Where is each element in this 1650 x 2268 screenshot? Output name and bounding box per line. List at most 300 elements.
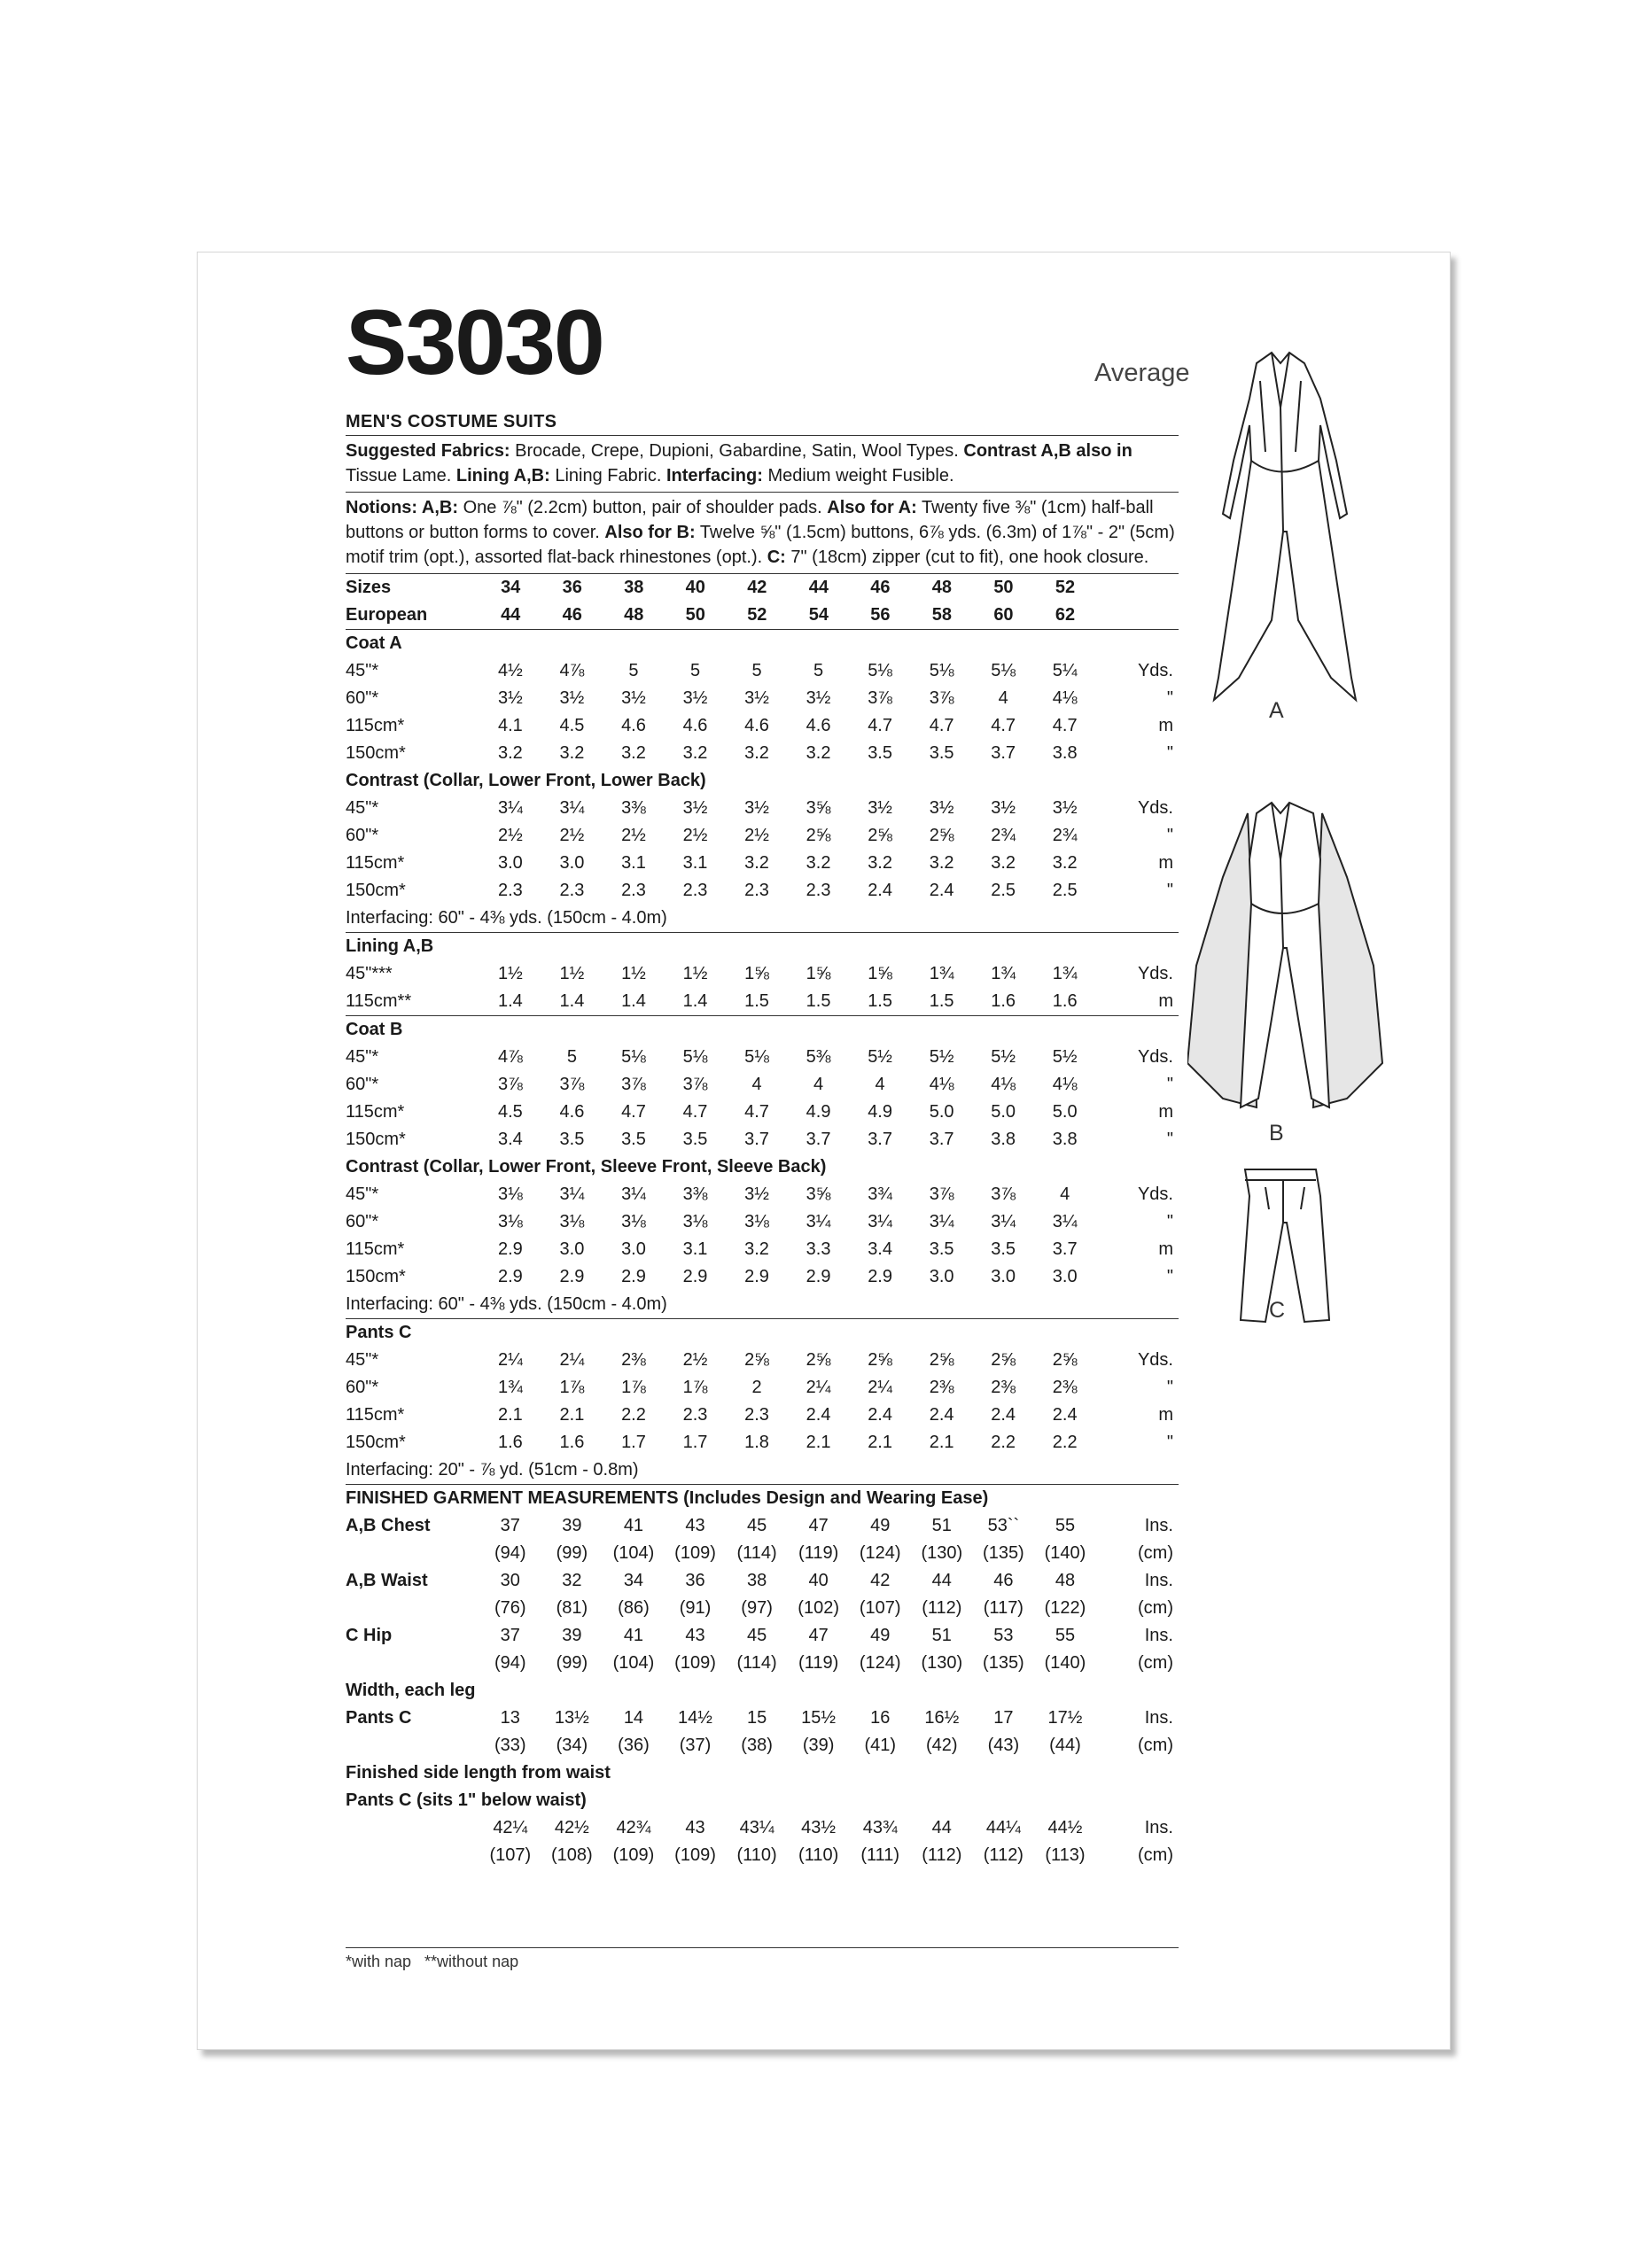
cell-value: 2½	[682, 826, 708, 845]
cell-value: 2.1	[929, 1433, 954, 1452]
cell-value: 2.9	[498, 1267, 523, 1286]
cell-value: 2.3	[744, 881, 769, 900]
cell-value: 1.4	[621, 991, 646, 1011]
cell-value: 32	[562, 1571, 582, 1590]
cell-value: 43	[685, 1818, 705, 1837]
cell-value: 3.5	[868, 743, 892, 763]
cell-value: 1⅞	[682, 1378, 708, 1397]
cell-value: 3.7	[744, 1130, 769, 1149]
cell-value: 48	[624, 605, 644, 625]
cell-value: 5½	[1052, 1047, 1078, 1067]
cell-value: 2⅜	[991, 1378, 1016, 1397]
cell-value: 38	[624, 578, 644, 597]
cell-value: 5⅜	[806, 1047, 831, 1067]
cell-value: 4.7	[868, 716, 892, 735]
cell-value: 3.2	[991, 853, 1016, 873]
cell-value: 62	[1055, 605, 1076, 625]
yardage-row	[346, 795, 1179, 822]
cell-value: 44	[931, 1571, 952, 1590]
cell-value: 1.4	[498, 991, 523, 1011]
cell-value: 3⅛	[498, 1184, 523, 1204]
cell-value: 4.9	[806, 1102, 831, 1122]
unit-label: "	[1166, 1378, 1173, 1397]
cell-value: 4.9	[868, 1102, 892, 1122]
unit-label	[1096, 574, 1179, 602]
cell-value: 2.4	[929, 881, 954, 900]
view-illustrations	[1187, 328, 1400, 1329]
unit-label: "	[1166, 1267, 1173, 1286]
cell-value: 3.7	[1052, 1239, 1078, 1259]
cell-value: (109)	[674, 1845, 716, 1865]
cell-value: 41	[623, 1516, 644, 1535]
sizes-row	[346, 574, 1179, 602]
cell-value: 42¼	[493, 1818, 528, 1837]
yardage-row	[346, 657, 1179, 685]
pattern-number: S3030	[346, 291, 603, 394]
cell-value: 2⅜	[929, 1378, 954, 1397]
cell-value: 16½	[924, 1708, 960, 1728]
cell-value: 2⅜	[621, 1350, 646, 1370]
cell-value: (110)	[736, 1845, 777, 1865]
cell-value: (135)	[983, 1653, 1024, 1673]
section-heading	[346, 1016, 1179, 1045]
yardage-row	[346, 822, 1179, 850]
cell-value: 4.6	[744, 716, 769, 735]
row-label: 115cm*	[346, 1405, 405, 1425]
cell-value: 3.0	[559, 853, 585, 873]
cell-value: 13½	[554, 1708, 589, 1728]
cell-value: 3⅛	[621, 1212, 646, 1231]
yardage-row	[346, 740, 1179, 767]
measure-row-cm	[346, 1732, 1179, 1759]
unit-label: m	[1158, 1405, 1173, 1425]
cell-value: 55	[1055, 1516, 1076, 1535]
row-label: C Hip	[346, 1626, 393, 1645]
unit-label: "	[1166, 1212, 1173, 1231]
cell-value: 5	[566, 1047, 577, 1067]
yardage-row	[346, 1263, 1179, 1291]
cell-value: 3.4	[868, 1239, 892, 1259]
cell-value: (94)	[494, 1543, 526, 1563]
row-label: 60"*	[346, 1075, 379, 1094]
cell-value: 3.5	[621, 1130, 646, 1149]
cell-value: (109)	[612, 1845, 655, 1865]
cell-value: 4	[1060, 1184, 1070, 1204]
cell-value: (94)	[494, 1653, 526, 1673]
finished-heading-text: FINISHED GARMENT MEASUREMENTS (Includes Design and Wearing Ease)	[346, 1485, 1179, 1513]
section-heading-text: Pants C	[346, 1319, 1179, 1348]
cell-value: 2.5	[1052, 881, 1078, 900]
cell-value: 3⅞	[991, 1184, 1016, 1204]
cell-value: 46	[993, 1571, 1014, 1590]
cell-value: (44)	[1049, 1736, 1081, 1755]
cell-value: 2.2	[1052, 1433, 1078, 1452]
cell-value: (76)	[494, 1598, 526, 1618]
cell-value: 2.9	[806, 1267, 831, 1286]
cell-value: 1.5	[868, 991, 892, 1011]
cell-value: 4.7	[682, 1102, 708, 1122]
fit-label: Average	[1094, 359, 1190, 387]
cell-value: 4	[998, 688, 1008, 708]
interfacing-note-text: Interfacing: 60" - 4⅜ yds. (150cm - 4.0m)	[346, 1294, 667, 1314]
cell-value: 52	[747, 605, 767, 625]
garment-drawings	[1187, 328, 1400, 1329]
cell-value: 3¼	[559, 1184, 585, 1204]
yardage-row	[346, 1347, 1179, 1374]
row-label: 150cm*	[346, 743, 406, 763]
cell-value: 2.3	[682, 1405, 708, 1425]
cell-value: (34)	[556, 1736, 588, 1755]
unit-label: Yds.	[1137, 964, 1173, 983]
cell-value: (104)	[612, 1653, 655, 1673]
cell-value: 2¾	[1052, 826, 1078, 845]
cell-value: 44	[501, 605, 521, 625]
cell-value: 38	[746, 1571, 767, 1590]
row-label: 45"*	[346, 798, 379, 818]
cell-value: (114)	[736, 1543, 777, 1563]
cell-value: 3⅜	[621, 798, 646, 818]
unit-label: "	[1166, 688, 1173, 708]
cell-value: 1.5	[806, 991, 831, 1011]
notions-label: Notions: A,B:	[346, 498, 459, 517]
cell-value: 2⅝	[806, 1350, 831, 1370]
cell-value: 1.7	[682, 1433, 708, 1452]
cell-value: 3.2	[806, 743, 831, 763]
row-label: 115cm**	[346, 991, 412, 1011]
cell-value: 5	[751, 661, 762, 680]
cell-value: 3.8	[991, 1130, 1016, 1149]
cell-value: 2.1	[498, 1405, 523, 1425]
cell-value: 3⅞	[868, 688, 892, 708]
cell-value: 47	[808, 1516, 829, 1535]
cell-value: (33)	[494, 1736, 526, 1755]
cell-value: (91)	[679, 1598, 712, 1618]
section-heading	[346, 767, 1179, 795]
cell-value: 3.1	[682, 1239, 708, 1259]
unit-label: "	[1166, 1433, 1173, 1452]
also-a-label: Also for A:	[827, 498, 917, 517]
cell-value: 5⅛	[991, 661, 1016, 680]
unit-label: Yds.	[1137, 661, 1173, 680]
notions-text: One ⅞" (2.2cm) button, pair of shoulder pads.	[463, 498, 822, 517]
coat-a-drawing	[1214, 353, 1356, 700]
cell-value: (109)	[674, 1543, 716, 1563]
row-label: A,B Waist	[346, 1571, 428, 1590]
cell-value: (36)	[618, 1736, 650, 1755]
cell-value: 3.5	[991, 1239, 1016, 1259]
yardage-row	[346, 1429, 1179, 1456]
row-label: European	[346, 605, 428, 625]
row-label: 150cm*	[346, 1130, 406, 1149]
cell-value: 2⅝	[991, 1350, 1016, 1370]
measure-row-ins	[346, 1512, 1179, 1540]
cell-value: 3.0	[498, 853, 523, 873]
cell-value: 2.4	[868, 881, 892, 900]
cell-value: 1¾	[991, 964, 1016, 983]
cell-value: 3½	[682, 688, 708, 708]
cell-value: 2⅝	[1052, 1350, 1078, 1370]
cell-value: (130)	[921, 1653, 963, 1673]
cell-value: 3¼	[868, 1212, 892, 1231]
cell-value: 2.4	[868, 1405, 892, 1425]
cell-value: 60	[993, 605, 1014, 625]
cell-value: 4⅞	[559, 661, 585, 680]
interfacing-note-text: Interfacing: 60" - 4⅜ yds. (150cm - 4.0m)	[346, 908, 667, 928]
unit-label: Ins.	[1144, 1626, 1173, 1645]
yardage-row	[346, 1181, 1179, 1208]
yardage-row	[346, 1236, 1179, 1263]
cell-value: 3.0	[1052, 1267, 1078, 1286]
cell-value: 3½	[559, 688, 585, 708]
cell-value: 2.5	[991, 881, 1016, 900]
unit-label: Ins.	[1144, 1708, 1173, 1728]
cell-value: 2.9	[559, 1267, 585, 1286]
cell-value: 3.5	[929, 1239, 954, 1259]
cell-value: 3½	[744, 688, 769, 708]
cell-value: 1⅞	[621, 1378, 646, 1397]
yardage-row	[346, 685, 1179, 712]
cell-value: 50	[685, 605, 705, 625]
cell-value: 2.2	[991, 1433, 1016, 1452]
unit-label: (cm)	[1138, 1543, 1173, 1563]
cell-value: 2.1	[868, 1433, 892, 1452]
cell-value: 3¾	[868, 1184, 892, 1204]
cell-value: 3¼	[929, 1212, 954, 1231]
cell-value: 37	[500, 1626, 520, 1645]
fabrics-label: Suggested Fabrics:	[346, 441, 510, 461]
row-label: A,B Chest	[346, 1516, 431, 1535]
cell-value: 3.2	[868, 853, 892, 873]
interfacing-label: Interfacing:	[665, 466, 763, 485]
cell-value: 43¼	[739, 1818, 774, 1837]
cell-value: 42	[747, 578, 767, 597]
also-a-text: Twenty five ⅜" (1cm) half-ball buttons or button forms to cover.	[346, 498, 1154, 542]
cell-value: (124)	[859, 1543, 901, 1563]
cell-value: (81)	[556, 1598, 588, 1618]
cell-value: 4⅛	[1052, 1075, 1078, 1094]
c-label: C:	[767, 548, 786, 567]
cell-value: 3⅞	[929, 1184, 954, 1204]
unit-label: m	[1158, 1102, 1173, 1122]
cell-value: 3½	[991, 798, 1016, 818]
cell-value: 1½	[498, 964, 523, 983]
cell-value: 2⅝	[744, 1350, 769, 1370]
cell-value: 2½	[621, 826, 646, 845]
cell-value: 4.6	[621, 716, 646, 735]
cell-value: 2⅝	[868, 1350, 892, 1370]
cell-value: 3½	[806, 688, 831, 708]
cell-value: 15	[746, 1708, 767, 1728]
cell-value: 5.0	[1052, 1102, 1078, 1122]
also-b-label: Also for B:	[604, 523, 696, 542]
cell-value: 1½	[621, 964, 646, 983]
row-label: 60"*	[346, 826, 379, 845]
cell-value: 3.2	[498, 743, 523, 763]
unit-label: m	[1158, 991, 1173, 1011]
cell-value: 3.2	[744, 743, 769, 763]
cell-value: 2⅝	[929, 826, 954, 845]
cell-value: 1.6	[991, 991, 1016, 1011]
cell-value: 1½	[559, 964, 585, 983]
unit-label: "	[1166, 1075, 1173, 1094]
cell-value: 54	[808, 605, 829, 625]
cell-value: 42	[870, 1571, 891, 1590]
measure-row-ins	[346, 1705, 1179, 1732]
row-label: 115cm*	[346, 853, 405, 873]
finished-heading	[346, 1485, 1179, 1513]
cell-value: 3.7	[868, 1130, 892, 1149]
cell-value: (140)	[1044, 1653, 1086, 1673]
cell-value: 2⅝	[929, 1350, 954, 1370]
section-heading	[346, 1319, 1179, 1348]
cell-value: 4.6	[682, 716, 708, 735]
row-label	[346, 1595, 479, 1622]
interfacing-text: Medium weight Fusible.	[767, 466, 954, 485]
row-label: 60"*	[346, 1212, 379, 1231]
cell-value: (112)	[922, 1845, 962, 1865]
cell-value: 51	[931, 1626, 952, 1645]
cell-value: 3⅞	[498, 1075, 523, 1094]
cell-value: (110)	[798, 1845, 839, 1865]
cell-value: 2.2	[621, 1405, 646, 1425]
cell-value: 4.1	[498, 716, 523, 735]
cell-value: 3.2	[682, 743, 708, 763]
cell-value: 3.1	[682, 853, 708, 873]
measure-row-cm	[346, 1540, 1179, 1567]
cell-value: 3.7	[991, 743, 1016, 763]
unit-label: Yds.	[1137, 1350, 1173, 1370]
cell-value: 2½	[744, 826, 769, 845]
cell-value: 2.1	[806, 1433, 831, 1452]
cell-value: 53``	[987, 1516, 1020, 1535]
cell-value: 3.3	[806, 1239, 831, 1259]
cell-value: 4	[751, 1075, 762, 1094]
interfacing-note	[346, 1456, 1179, 1484]
cell-value: 2.1	[559, 1405, 585, 1425]
row-label: Sizes	[346, 578, 392, 597]
cell-value: (107)	[859, 1598, 901, 1618]
cell-value: 2¼	[806, 1378, 831, 1397]
cell-value: 37	[500, 1516, 520, 1535]
cell-value: 2.4	[806, 1405, 831, 1425]
european-row	[346, 602, 1179, 629]
section-heading-text: Coat A	[346, 630, 1179, 658]
cell-value: 30	[500, 1571, 520, 1590]
cell-value: 5¼	[1052, 661, 1078, 680]
unit-label: (cm)	[1138, 1653, 1173, 1673]
cell-value: 3¼	[991, 1212, 1016, 1231]
unit-label: (cm)	[1138, 1598, 1173, 1618]
measure-row-cm	[346, 1650, 1179, 1677]
row-label	[346, 1732, 479, 1759]
cell-value: 4.6	[806, 716, 831, 735]
finished-table	[346, 1484, 1179, 1869]
cell-value: 46	[870, 578, 891, 597]
cell-value: 43¾	[862, 1818, 898, 1837]
cell-value: 2½	[682, 1350, 708, 1370]
cell-value: 3⅞	[559, 1075, 585, 1094]
cell-value: 41	[623, 1626, 644, 1645]
cell-value: (39)	[802, 1736, 835, 1755]
cell-value: 3⅞	[621, 1075, 646, 1094]
cell-value: 3⅜	[682, 1184, 708, 1204]
cell-value: 2.9	[744, 1267, 769, 1286]
cell-value: (42)	[926, 1736, 958, 1755]
section-heading	[346, 1153, 1179, 1181]
cell-value: (140)	[1044, 1543, 1086, 1563]
yardage-row	[346, 712, 1179, 740]
measure-subheading	[346, 1677, 1179, 1705]
cell-value: 1.6	[498, 1433, 523, 1452]
cell-value: 2.4	[929, 1405, 954, 1425]
cell-value: 5⅛	[868, 661, 892, 680]
lining-text: Lining Fabric.	[555, 466, 662, 485]
cell-value: 2¼	[559, 1350, 585, 1370]
view-label-a: A	[1269, 698, 1284, 723]
measure-subheading	[346, 1759, 1179, 1787]
cell-value: 3½	[868, 798, 892, 818]
cell-value: 56	[870, 605, 891, 625]
fabrics-paragraph	[346, 436, 1179, 492]
cell-value: 3.8	[1052, 743, 1078, 763]
content-column	[346, 410, 1179, 1869]
row-label	[346, 1540, 479, 1567]
cell-value: 2.3	[682, 881, 708, 900]
cell-value: 5⅛	[682, 1047, 708, 1067]
cell-value: 2	[751, 1378, 762, 1397]
view-label-b: B	[1269, 1121, 1284, 1146]
notions-paragraph	[346, 493, 1179, 573]
section-heading-text: Lining A,B	[346, 933, 1179, 961]
cell-value: 4.7	[929, 716, 954, 735]
cell-value: 3¼	[498, 798, 523, 818]
cell-value: 3.0	[621, 1239, 646, 1259]
cell-value: 2.3	[806, 881, 831, 900]
cell-value: 2⅝	[806, 826, 831, 845]
cell-value: 1.7	[621, 1433, 646, 1452]
yardage-row	[346, 988, 1179, 1016]
contrast-text: Tissue Lame.	[346, 466, 452, 485]
cell-value: (130)	[921, 1543, 963, 1563]
cell-value: 5	[689, 661, 701, 680]
cell-value: 3.7	[929, 1130, 954, 1149]
cell-value: (38)	[741, 1736, 773, 1755]
cell-value: 4.7	[621, 1102, 646, 1122]
cell-value: 4.5	[498, 1102, 523, 1122]
cell-value: 3½	[682, 798, 708, 818]
row-label: 60"*	[346, 688, 379, 708]
interfacing-note-text: Interfacing: 20" - ⅞ yd. (51cm - 0.8m)	[346, 1460, 639, 1480]
cell-value: 3.5	[682, 1130, 708, 1149]
cell-value: 50	[993, 578, 1014, 597]
cell-value: (124)	[859, 1653, 901, 1673]
cell-value: 2.3	[744, 1405, 769, 1425]
cell-value: 3.4	[498, 1130, 523, 1149]
pattern-title: MEN'S COSTUME SUITS	[346, 412, 557, 431]
cell-value: 55	[1055, 1626, 1076, 1645]
cell-value: 2.3	[498, 881, 523, 900]
yardage-row	[346, 850, 1179, 877]
row-label: Pants C	[346, 1708, 412, 1728]
cell-value: 1.5	[744, 991, 769, 1011]
cell-value: 36	[685, 1571, 705, 1590]
unit-label: m	[1158, 853, 1173, 873]
cell-value: 44½	[1047, 1818, 1083, 1837]
cell-value: 36	[562, 578, 582, 597]
cell-value: 2¾	[991, 826, 1016, 845]
cell-value: 43½	[801, 1818, 837, 1837]
cell-value: 4.5	[559, 716, 585, 735]
